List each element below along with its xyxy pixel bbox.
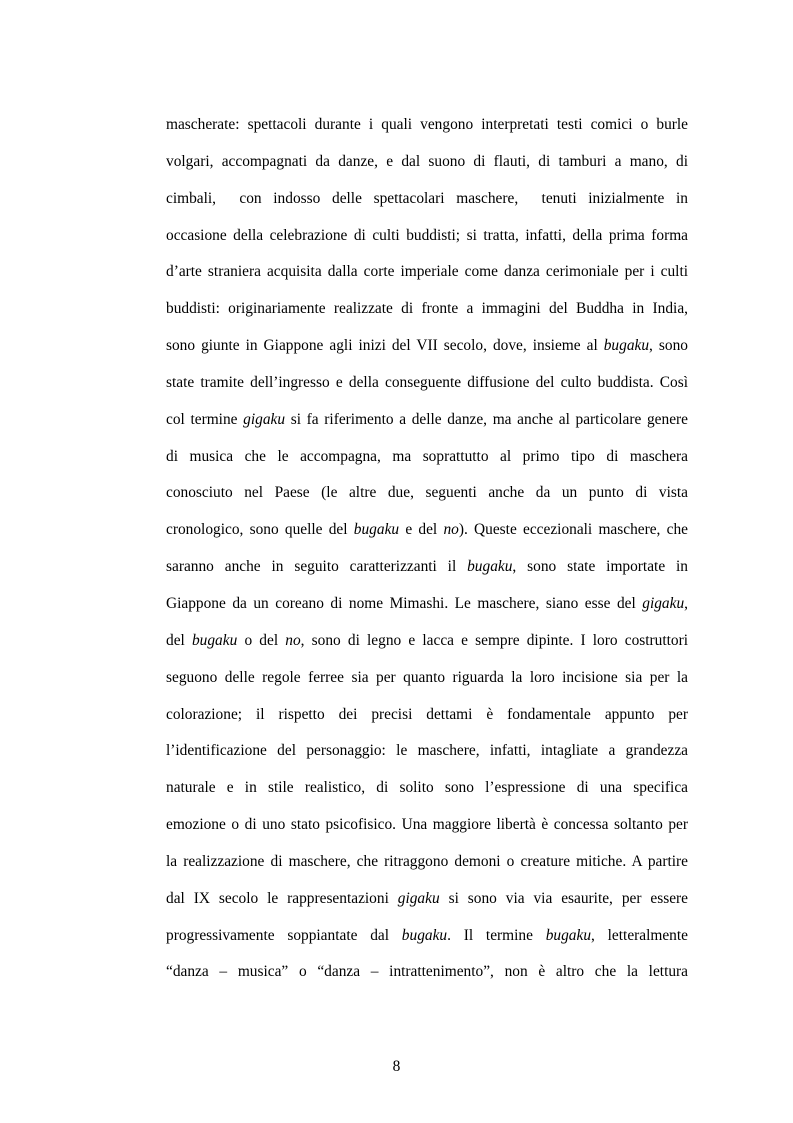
text-line — [166, 258, 688, 295]
text-segment: progressivamente soppiantate dal — [166, 926, 402, 944]
text-line — [166, 479, 688, 516]
text-line — [166, 222, 688, 259]
text-segment: si fa riferimento a delle danze, ma anche al particolare genere — [285, 410, 689, 428]
text-segment: state tramite dell’ingresso e della conseguente diffusione del culto buddista. Così — [166, 373, 688, 391]
text-segment: si sono via via esaurite, per essere — [439, 889, 688, 907]
text-line — [166, 185, 688, 222]
text-segment: naturale e in stile realistico, di solito sono l’espressione di una specifica — [166, 779, 688, 797]
text-line — [166, 369, 688, 406]
text-segment: d’arte straniera acquisita dalla corte imperiale come danza cerimoniale per i culti — [166, 263, 688, 281]
text-segment: emozione o di uno stato psicofisico. Una maggiore libertà è concessa soltanto per — [166, 816, 688, 834]
text-segment: “danza – musica” o “danza – intrattenimento”, non è altro che la lettura — [166, 963, 688, 981]
text-segment: saranno anche in seguito caratterizzanti il — [166, 558, 468, 576]
italic-term: bugaku — [545, 926, 592, 944]
italic-term: gigaku — [397, 889, 440, 907]
text-segment: volgari, accompagnati da danze, e dal suono di flauti, di tamburi a mano, di — [166, 152, 688, 170]
text-line — [166, 443, 688, 480]
text-segment: o del — [237, 631, 286, 649]
text-segment: , sono state importate in — [512, 558, 688, 576]
text-segment: occasione della celebrazione di culti buddisti; si tratta, infatti, della prima forma — [166, 226, 688, 244]
text-segment: cronologico, sono quelle del — [166, 521, 354, 539]
text-segment: cimbali, con indosso delle spettacolari maschere, tenuti inizialmente in — [166, 189, 688, 207]
text-segment: col termine — [166, 410, 244, 428]
text-segment: , — [684, 594, 688, 612]
text-line — [166, 848, 688, 885]
text-segment: la realizzazione di maschere, che ritraggono demoni o creature mitiche. A partire — [166, 852, 688, 870]
text-segment: seguono delle regole ferree sia per quanto riguarda la loro incisione sia per la — [166, 668, 688, 686]
text-segment: conosciuto nel Paese (le altre due, seguenti anche da un punto di vista — [166, 484, 688, 502]
italic-term: bugaku — [191, 631, 238, 649]
text-line — [166, 516, 688, 553]
text-line — [166, 295, 688, 332]
text-line — [166, 664, 688, 701]
text-segment: , letteralmente — [591, 926, 688, 944]
text-line — [166, 627, 688, 664]
text-line — [166, 332, 688, 369]
italic-term: bugaku — [467, 558, 513, 576]
italic-term: bugaku — [353, 521, 400, 539]
text-segment: l’identificazione del personaggio: le maschere, infatti, intagliate a grandezza — [166, 742, 688, 760]
text-line — [166, 590, 688, 627]
text-segment: Giappone da un coreano di nome Mimashi. Le maschere, siano esse del — [166, 594, 643, 612]
italic-term: bugaku — [401, 926, 448, 944]
text-line — [166, 958, 688, 995]
text-line — [166, 811, 688, 848]
text-segment: del — [166, 631, 192, 649]
text-segment: e del — [399, 521, 444, 539]
text-segment: colorazione; il rispetto dei precisi dettami è fondamentale appunto per — [166, 705, 688, 723]
text-line — [166, 553, 688, 590]
text-line — [166, 922, 688, 959]
italic-term: gigaku — [243, 410, 286, 428]
text-segment: , sono di legno e lacca e sempre dipinte. I loro costruttori — [300, 631, 688, 649]
italic-term: no — [443, 521, 459, 539]
text-line — [166, 148, 688, 185]
text-segment: , sono — [649, 337, 688, 355]
text-line — [166, 406, 688, 443]
body-text — [166, 111, 688, 995]
text-line — [166, 737, 688, 774]
text-line — [166, 111, 688, 148]
text-line — [166, 885, 688, 922]
text-segment: di musica che le accompagna, ma soprattutto al primo tipo di maschera — [166, 447, 688, 465]
text-segment: ). Queste eccezionali maschere, che — [458, 521, 688, 539]
page-number: 8 — [392, 1058, 401, 1075]
text-line — [166, 774, 688, 811]
text-segment: mascherate: spettacoli durante i quali vengono interpretati testi comici o burle — [166, 116, 688, 133]
italic-term: bugaku — [603, 337, 650, 355]
text-segment: . Il termine — [447, 926, 546, 944]
text-segment: dal IX secolo le rappresentazioni — [166, 889, 398, 907]
text-line — [166, 701, 688, 738]
text-segment: buddisti: originariamente realizzate di fronte a immagini del Buddha in India, — [166, 300, 688, 318]
italic-term: gigaku — [642, 594, 685, 612]
text-segment: sono giunte in Giappone agli inizi del VII secolo, dove, insieme al — [166, 337, 604, 355]
italic-term: no — [285, 631, 301, 649]
